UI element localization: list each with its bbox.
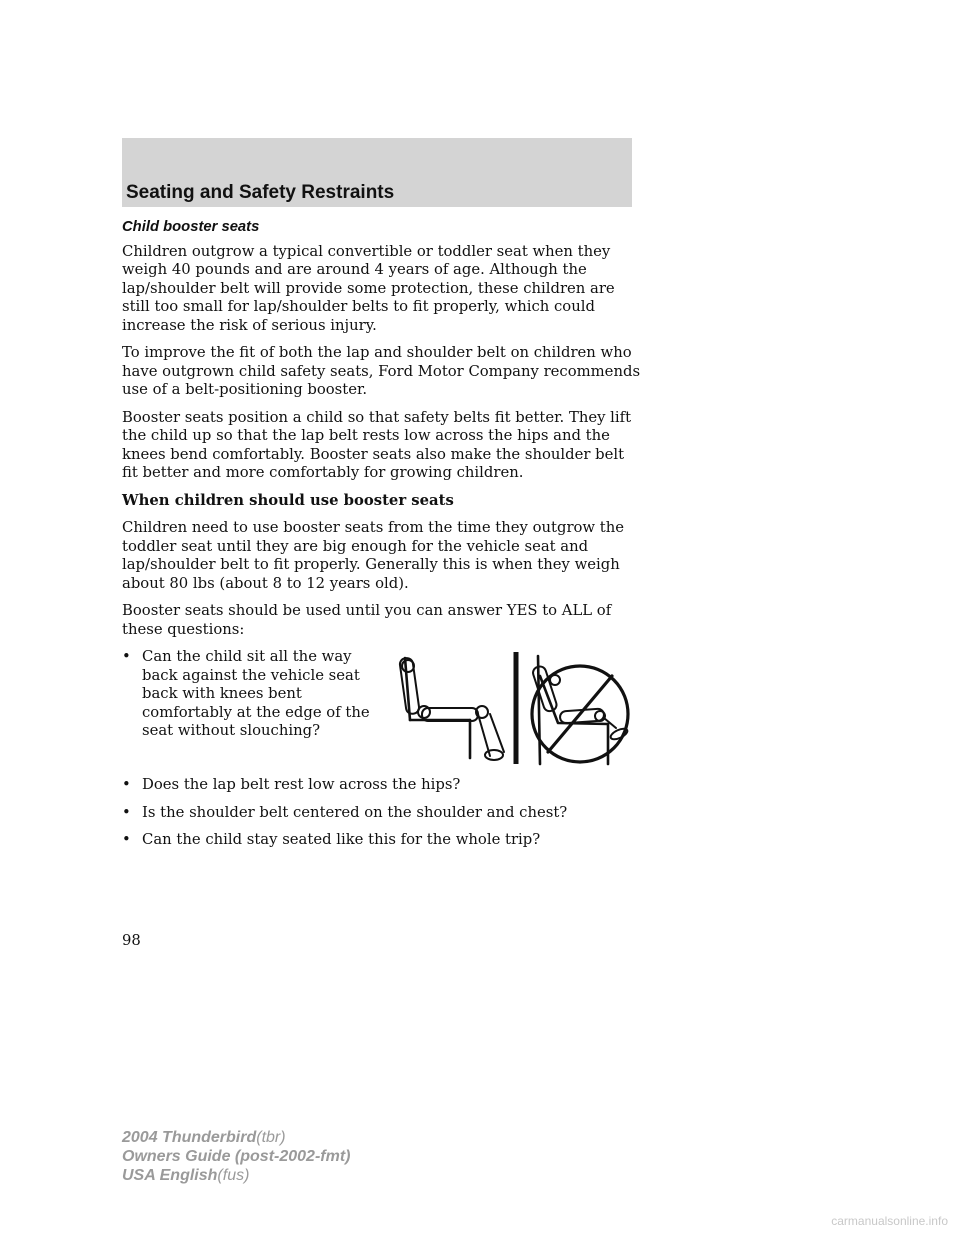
footer-line-model	[122, 1128, 350, 1147]
bullet-text: Does the lap belt rest low across the hips?	[142, 776, 461, 793]
site-watermark: carmanualsonline.info	[831, 1214, 948, 1228]
paragraph-3: Booster seats position a child so that safety belts fit better. They lift the child up so that the lap belt rests low across the hips and the knees bend comfortably. Booster seats also make the shoulder belt fit better and more comfortably for growing children.	[122, 408, 632, 481]
section-header-band	[122, 138, 632, 207]
child-booster-seats-heading: Child booster seats	[122, 219, 260, 235]
bullet-item	[122, 776, 642, 795]
bullet-text: Can the child sit all the way back against the vehicle seat back with knees bent comfortably at the edge of the seat without slouching?	[142, 648, 370, 739]
bullet-item	[122, 648, 387, 741]
paragraph-4: Children need to use booster seats from the time they outgrow the toddler seat until they are big enough for the vehicle seat and lap/shoulder belt to fit properly. Generally this is when they weigh about 80 lbs (about 8 to 12 years old).	[122, 519, 625, 592]
bullet-with-figure	[122, 648, 642, 768]
page-content	[122, 218, 642, 859]
page-number: 98	[122, 932, 141, 949]
when-booster-heading: When children should use booster seats	[122, 491, 454, 509]
section-title: Seating and Safety Restraints	[126, 182, 395, 203]
document-footer	[122, 1128, 350, 1185]
paragraph-1: Children outgrow a typical convertible or toddler seat when they weigh 40 pounds and are around 4 years of age. Although the lap/shoulder belt will provide some protection, these children are still too small for lap/shoulder belts to fit properly, which could increase the risk of serious injury.	[122, 242, 615, 334]
bullet-dot: •	[122, 831, 131, 848]
bullet-text: Is the shoulder belt centered on the shoulder and chest?	[142, 803, 568, 821]
footer-language-code: (fus)	[217, 1167, 250, 1184]
bullet-dot: •	[122, 776, 131, 793]
footer-guide: Owners Guide (post-2002-fmt)	[122, 1148, 351, 1165]
paragraph-2: To improve the fit of both the lap and shoulder belt on children who have outgrown child safety seats, Ford Motor Company recommends use of a belt-positioning booster.	[122, 344, 641, 398]
bullet-item	[122, 831, 642, 850]
paragraph-5: Booster seats should be used until you can answer YES to ALL of these questions:	[122, 602, 612, 638]
footer-line-language	[122, 1166, 350, 1185]
bullet-dot: •	[122, 648, 131, 665]
bullet-dot: •	[122, 803, 131, 821]
correct-seating-icon	[399, 657, 504, 760]
footer-line-guide	[122, 1147, 350, 1166]
prohibited-seating-icon	[531, 656, 628, 764]
footer-model-code: (tbr)	[256, 1129, 286, 1146]
footer-model: 2004 Thunderbird	[122, 1129, 257, 1146]
booster-seat-figure	[390, 648, 640, 768]
bullet-text: Can the child stay seated like this for the whole trip?	[142, 831, 541, 848]
bullet-item	[122, 804, 642, 823]
footer-language: USA English	[122, 1167, 218, 1184]
